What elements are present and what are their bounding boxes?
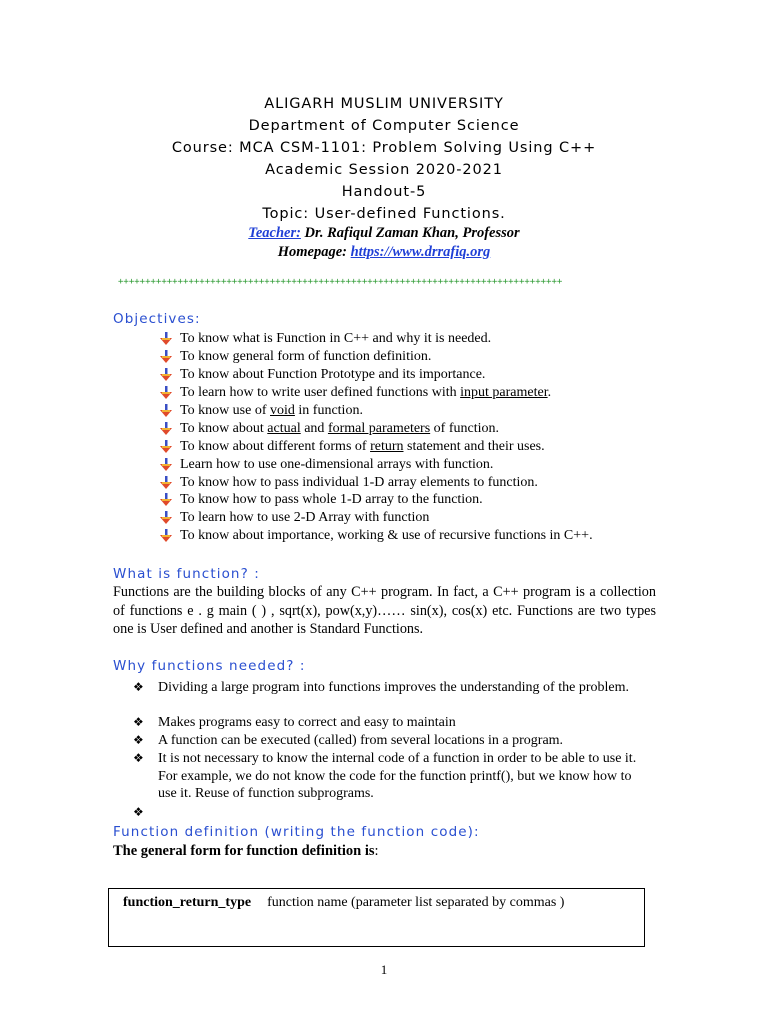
arrow-down-bullet-icon [159,529,173,543]
objective-item: To know use of void in function. [180,402,363,420]
what-is-function-text: Functions are the building blocks of any C++ program. In fact, a C++ program is a collection of functions e . g main ( ) , sqrt(x), pow(x,y)…… sin(x), cos(x) etc. Functions are two types one is User defined and another is Standard Functions. [113,584,656,637]
teacher-name: Dr. Rafiqul Zaman Khan, Professor [300,225,520,241]
arrow-down-bullet-icon [159,476,173,490]
teacher-label: Teacher: [248,225,301,241]
objective-item: To know how to pass whole 1-D array to the function. [180,491,483,509]
arrow-down-bullet-icon [159,368,173,382]
arrow-down-bullet-icon [159,493,173,507]
arrow-down-bullet-icon [159,422,173,436]
general-form-box [108,888,645,947]
why-functions-heading: Why functions needed? : [113,658,306,674]
department-title: Department of Computer Science [248,118,520,134]
homepage-line [0,244,768,261]
homepage-label: Homepage: [277,244,351,260]
teacher-line [0,225,768,242]
box-return-type: function_return_type [123,895,252,910]
objective-item: To learn how to use 2-D Array with function [180,509,429,527]
page-number: 1 [380,962,388,977]
general-form-label: The general form for function definition is [113,843,375,859]
diamond-bullet-icon: ❖ [133,715,144,729]
box-signature: function name (parameter list separated by commas ) [267,895,565,910]
objective-item: To learn how to write user defined functions with input parameter. [180,384,551,402]
objective-item: To know about actual and formal parameters of function. [180,420,499,438]
diamond-bullet-icon: ❖ [133,805,144,819]
objective-item: To know about different forms of return statement and their uses. [180,438,545,456]
diamond-bullet-icon: ❖ [133,680,144,694]
objective-item: To know what is Function in C++ and why it is needed. [180,330,491,348]
homepage-link[interactable]: https://www.drrafiq.org [350,244,491,260]
diamond-bullet-icon: ❖ [133,751,144,765]
arrow-down-bullet-icon [159,458,173,472]
arrow-down-bullet-icon [159,511,173,525]
session-title: Academic Session 2020-2021 [265,162,503,178]
general-form-colon: : [374,843,379,859]
separator-line: ++++++++++++++++++++++++++++++++++++++++++++++++++++++++++++++++++++++++++++++++++ [118,277,563,287]
function-definition-heading: Function definition (writing the function code): [113,824,480,840]
topic-title: Topic: User-defined Functions. [262,206,506,222]
objective-item: To know about importance, working & use of recursive functions in C++. [180,527,593,545]
objective-item: To know general form of function definition. [180,348,431,366]
general-form-line [113,843,379,860]
objectives-heading: Objectives: [113,311,201,327]
university-title: ALIGARH MUSLIM UNIVERSITY [264,96,504,112]
arrow-down-bullet-icon [159,332,173,346]
course-title: Course: MCA CSM-1101: Problem Solving Using C++ [171,140,597,156]
diamond-bullet-icon: ❖ [133,733,144,747]
objective-item: To know about Function Prototype and its importance. [180,366,485,384]
arrow-down-bullet-icon [159,350,173,364]
objective-item: To know how to pass individual 1-D array elements to function. [180,474,538,492]
objective-item: Learn how to use one-dimensional arrays with function. [180,456,493,474]
arrow-down-bullet-icon [159,386,173,400]
arrow-down-bullet-icon [159,404,173,418]
handout-title: Handout-5 [341,184,427,200]
what-is-function-heading: What is function? : [113,566,260,582]
arrow-down-bullet-icon [159,440,173,454]
